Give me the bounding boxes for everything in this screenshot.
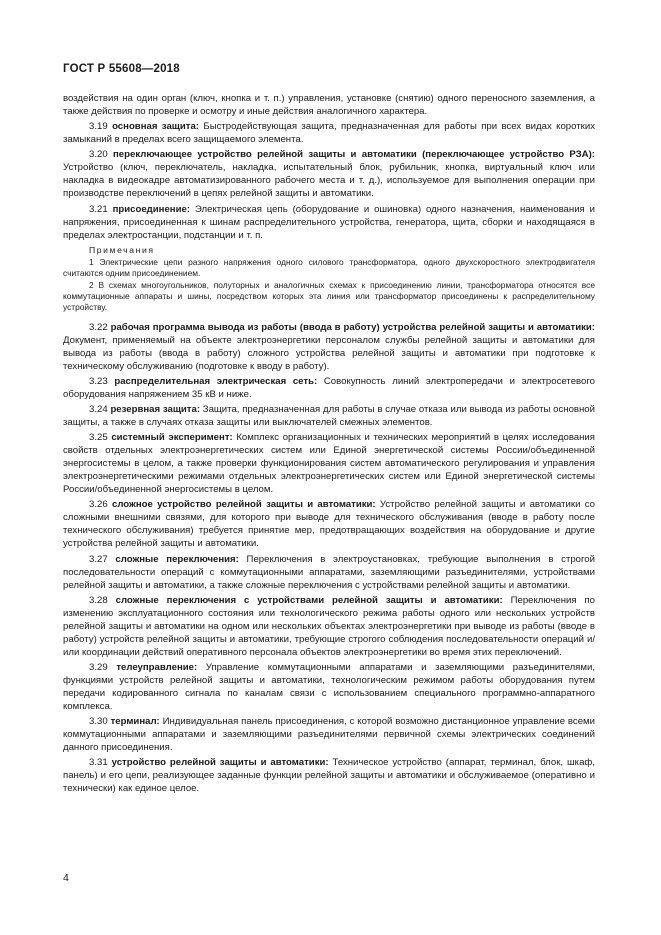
clause-term: резервная защита: <box>110 403 201 415</box>
clause-number: 3.26 <box>89 499 108 511</box>
clause-text: Переключения по изменению эксплуатационного состояния или технологического режима работы одного или нескольких устройств релейной защиты и автоматики на одном или нескольких объектах электроэнергетики при выводе из работы (вводе в работу) устройств релейной защиты и автоматики, требующие строгого соблюдения последовательности операций и/или координации действий оперативного персонала объектов электроэнергетики во время этих переключений. <box>63 594 596 658</box>
clause-term: системный эксперимент: <box>111 432 233 444</box>
clause-3-29 <box>63 661 595 713</box>
clause-number: 3.25 <box>89 432 108 444</box>
clause-3-31 <box>63 756 595 795</box>
clause-number: 3.28 <box>89 594 108 606</box>
notes-title: Примечания <box>89 244 155 255</box>
paragraph-continuation: воздействия на один орган (ключ, кнопка и т. п.) управления, установке (снятию) одного переносного заземления, а также действия по проверке и осмотру и иные действия аналогичного характера. <box>63 93 595 117</box>
clause-text: Комплекс организационных и технических мероприятий в целях исследования свойств отдельных электроэнергетических систем или Единой энергетической системы России/объединенной энергосистемы в целом, а также проверки функционирования систем автоматического регулирования и управления электроэнергетическими режимами отдельных электроэнергетических систем или Единой энергетической системы России/объединенной энергосистемы в целом. <box>63 432 595 496</box>
clause-term: основная защита: <box>112 121 200 133</box>
clause-3-27 <box>63 553 595 592</box>
note-1: 1 Электрические цепи разного напряжения одного силового трансформатора, одного двухскоростного электродвигателя считаются одним присоединением. <box>63 256 595 278</box>
clause-term: переключающее устройство релейной защиты и автоматики (переключающее устройство РЗА): <box>113 149 595 161</box>
clause-number: 3.31 <box>89 757 108 769</box>
clause-3-21 <box>63 203 595 242</box>
clause-text: Индивидуальная панель присоединения, с которой возможно дистанционное управление всеми коммутационными аппаратами и заземляющими разъединителями первичной схемы электрических соединений данного присоединения. <box>63 716 595 754</box>
clause-text: Устройство (ключ, переключатель, накладка, испытательный блок, рубильник, кнопка, виртуальный ключ или накладка в видеокадре автоматизированного рабочего места и т. д.), используемое для выполнения операции при производстве переключений в цепях релейной защиты и автоматики. <box>63 162 595 200</box>
clause-text: Переключения в электроустановках, требующие выполнения в строгой последовательности операций с коммутационными аппаратами, заземляющими разъединителями, устройствами релейной защиты и автоматики, а также сложные переключения с устройствами релейной защиты и автоматики. <box>63 553 595 591</box>
clause-text: Управление коммутационными аппаратами и заземляющими разъединителями, функциями устройств релейной защиты и автоматики, технологическим режимом работы оборудования путем передачи кодированного сигнала по каналам связи с использованием специального программно-аппаратного комплекса. <box>63 661 595 712</box>
page-number: 4 <box>63 872 69 884</box>
clause-number: 3.27 <box>89 553 108 565</box>
clause-term: сложные переключения: <box>115 553 239 565</box>
document-body <box>63 92 595 797</box>
clause-3-22 <box>63 321 595 373</box>
clause-text: Совокупность линий электропередачи и электросетевого оборудования напряжением 35 кВ и ниже. <box>63 375 595 400</box>
clause-number: 3.29 <box>89 661 108 673</box>
clause-term: присоединение: <box>112 203 191 215</box>
clause-text: Электрическая цепь (оборудование и ошиновка) одного назначения, наименования и напряжения, присоединенная к шинам распределительного устройства, генератора, щита, сборки и находящаяся в пределах электростанции, подстанции и т. п. <box>63 203 595 241</box>
clause-text: Техническое устройство (аппарат, терминал, блок, шкаф, панель) и его цепи, реализующее заданные функции релейной защиты и автоматики и обслуживаемое (оперативно и технически) как единое целое. <box>63 757 595 795</box>
clause-term: терминал: <box>110 716 160 728</box>
clause-number: 3.24 <box>89 403 108 415</box>
clause-text: Устройство релейной защиты и автоматики со сложными внешними связями, для которого при выводе для технического обслуживания (вводе в работу после технического обслуживания) требуется принятие мер, предотвращающих воздействия на оборудование и другие устройства релейной защиты и автоматики. <box>63 499 595 550</box>
clause-number: 3.19 <box>89 121 108 133</box>
clause-term: сложное устройство релейной защиты и автоматики: <box>111 499 376 511</box>
clause-term: распределительная электрическая сеть: <box>114 375 318 387</box>
clause-3-23 <box>63 375 595 401</box>
clause-number: 3.21 <box>89 203 108 215</box>
note-2: 2 В схемах многоугольников, полуторных и аналогичных схемах к присоединению линии, трансформатора относятся все коммутационные аппараты и шины, посредством которых эта линия или трансформатор присоединены к распределительному устройству. <box>63 280 595 313</box>
clause-3-28 <box>63 594 595 659</box>
clause-number: 3.20 <box>89 149 108 161</box>
clause-term: рабочая программа вывода из работы (ввода в работу) устройства релейной защиты и автоматики: <box>110 321 595 333</box>
clause-text: Документ, применяемый на объекте электроэнергетики персоналом службы релейной защиты и автоматики для вывода из работы (ввода в работу) сложного устройства релейной защиты и автоматики при подготовке к техническому обслуживанию (подготовке к вводу в работу). <box>63 334 595 372</box>
clause-term: устройство релейной защиты и автоматики: <box>111 757 329 769</box>
clause-3-24 <box>63 403 595 429</box>
clause-number: 3.30 <box>89 716 108 728</box>
clause-3-25 <box>63 431 595 496</box>
clause-text: Защита, предназначенная для работы в случае отказа или вывода из работы основной защиты, а также в случаях отказа защиты или выключателей смежных элементов. <box>63 403 596 428</box>
clause-number: 3.23 <box>89 375 108 387</box>
clause-3-26 <box>63 498 595 550</box>
clause-text: Быстродействующая защита, предназначенная для работы при всех видах коротких замыканий в пределах всего защищаемого элемента. <box>63 121 596 146</box>
clause-3-19 <box>63 120 595 146</box>
document-header: ГОСТ Р 55608—2018 <box>63 63 180 75</box>
clause-3-20 <box>63 148 595 200</box>
clause-term: телеуправление: <box>116 661 198 673</box>
clause-number: 3.22 <box>89 321 108 333</box>
clause-3-30 <box>63 715 595 754</box>
clause-term: сложные переключения с устройствами релейной защиты и автоматики: <box>115 594 503 606</box>
